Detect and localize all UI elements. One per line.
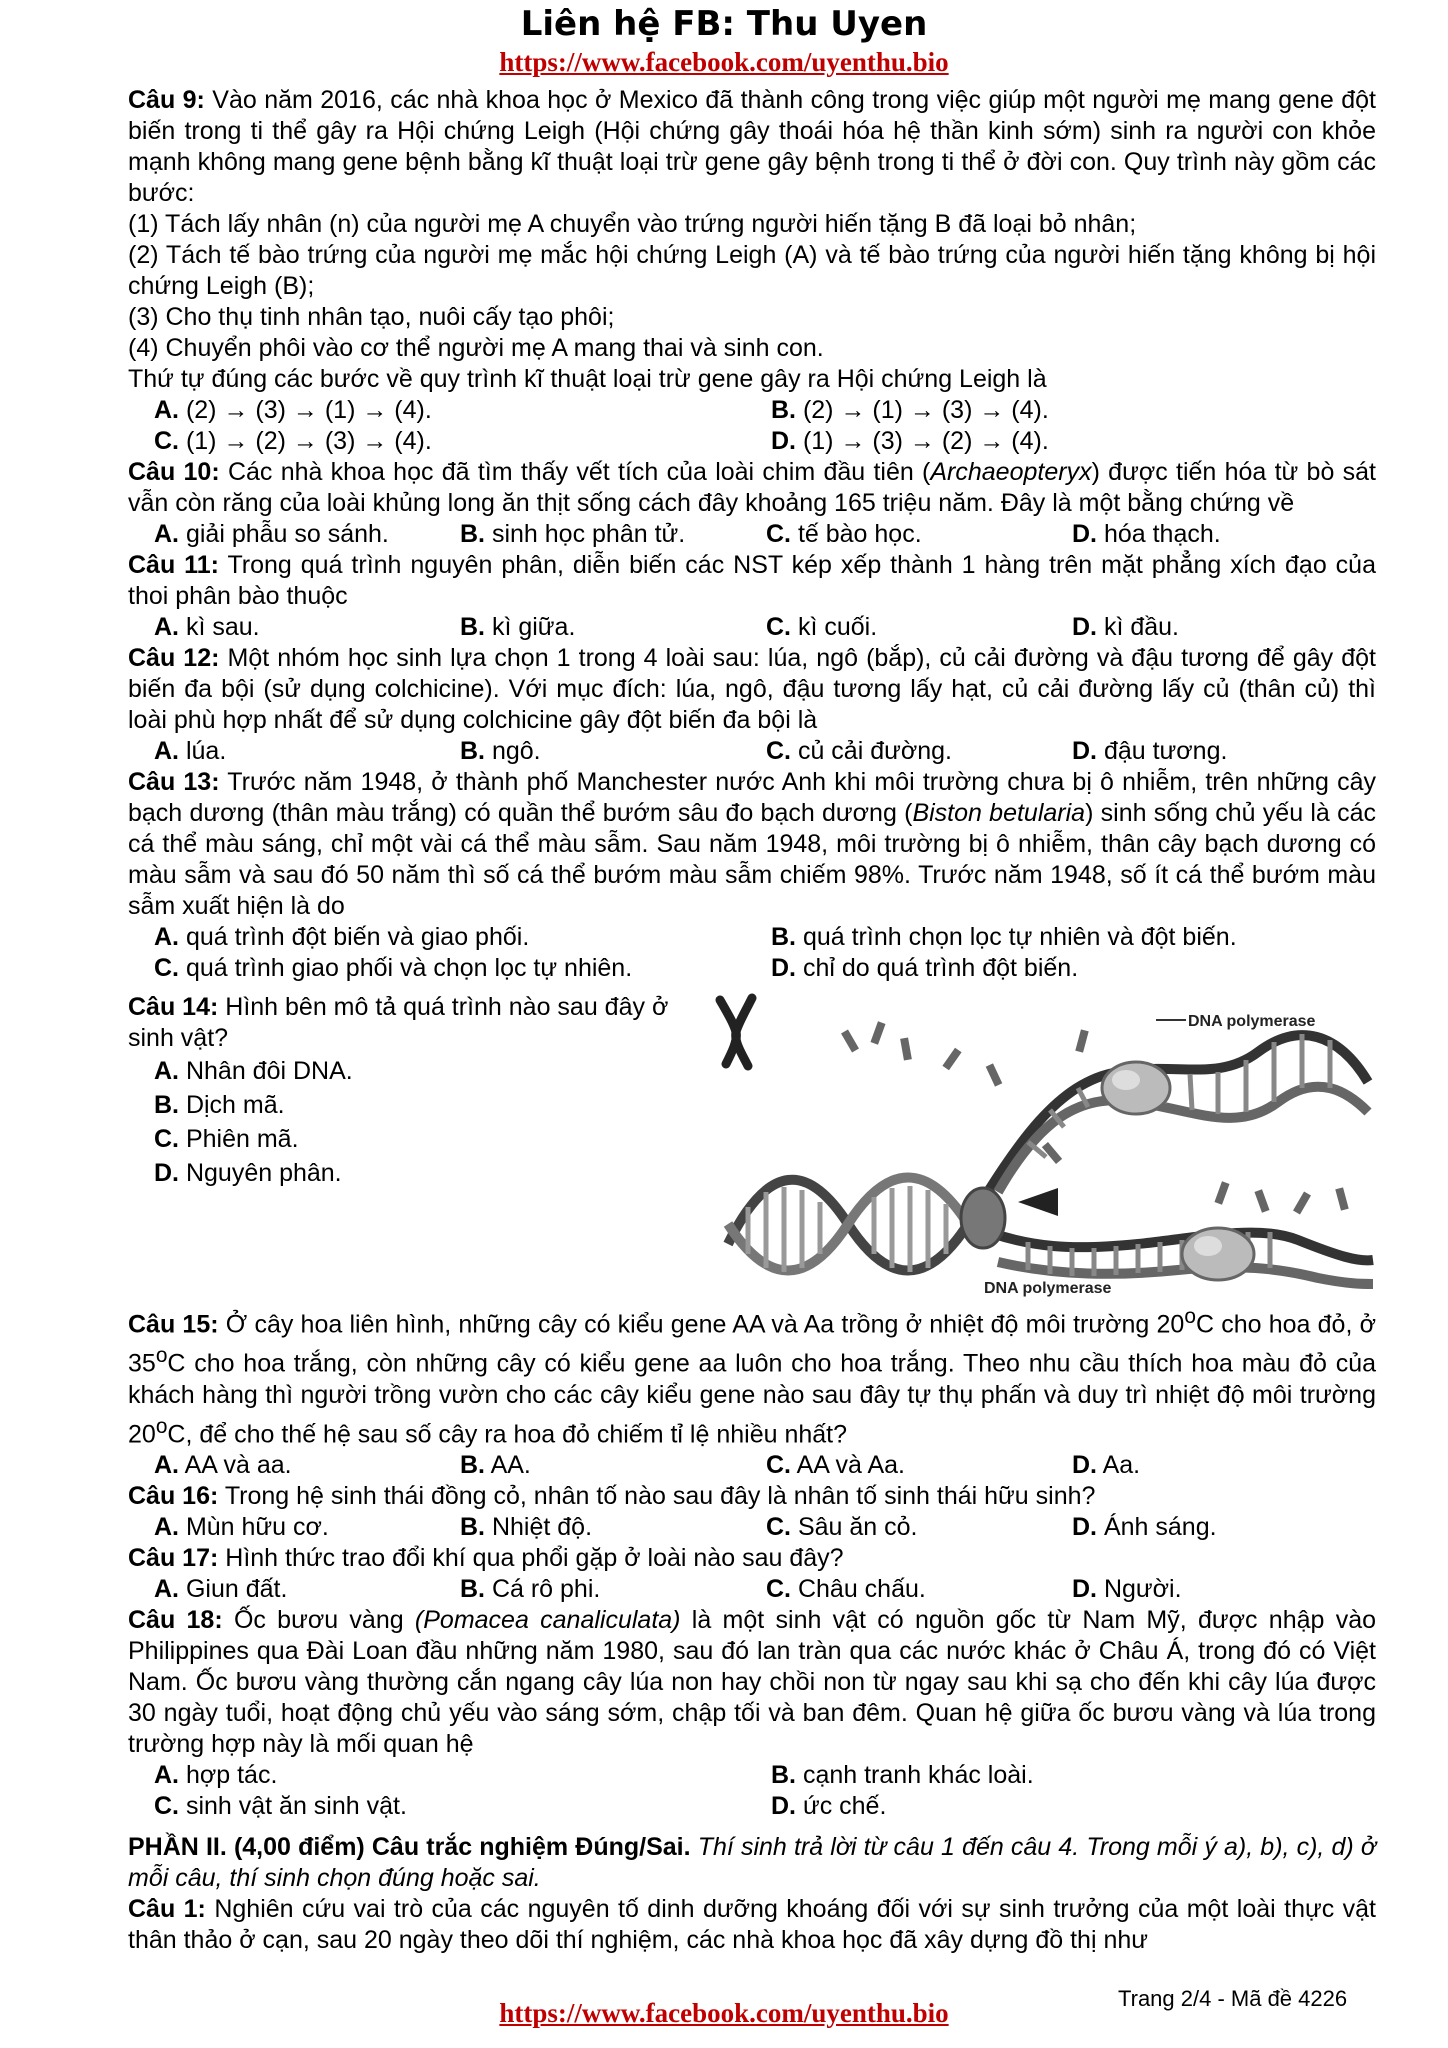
option-c[interactable]: C. quá trình giao phối và chọn lọc tự nhiên. bbox=[154, 954, 633, 982]
question-12 bbox=[128, 643, 1376, 767]
option-b[interactable]: B. Nhiệt độ. bbox=[460, 1512, 593, 1541]
dna-polymerase-label-top: DNA polymerase bbox=[1188, 1013, 1316, 1030]
options-row bbox=[128, 1512, 1376, 1543]
dna-polymerase-label-bottom: DNA polymerase bbox=[984, 1280, 1112, 1297]
option-a[interactable]: A. quá trình đột biến và giao phối. bbox=[154, 923, 530, 951]
footer-facebook-link[interactable]: https://www.facebook.com/uyenthu.bio bbox=[499, 1998, 949, 2028]
question-13-stem: Câu 13: Trước năm 1948, ở thành phố Manchester nước Anh khi môi trường chưa bị ô nhiễm, trên những cây bạch dương (thân màu trắng) có quần thể bướm sâu đo bạch dương (Biston betularia) sinh sống chủ yếu là các cá thể màu sáng, chỉ một vài cá thể màu sẫm. Sau năm 1948, môi trường bị ô nhiễm, thân cây bạch dương có màu sẫm và sau đó 50 năm thì số cá thể bướm màu sẫm chiếm 98%. Trước năm 1948, số ít cá thể bướm màu sẫm xuất hiện là do bbox=[128, 768, 1377, 920]
option-a[interactable]: A. hợp tác. bbox=[154, 1760, 278, 1789]
option-a[interactable]: A. giải phẫu so sánh. bbox=[154, 520, 389, 548]
options-row bbox=[128, 953, 1376, 984]
option-d[interactable]: D. chỉ do quá trình đột biến. bbox=[771, 954, 1079, 982]
options-row bbox=[128, 922, 1376, 953]
question-10-stem: Câu 10: Các nhà khoa học đã tìm thấy vết tích của loài chim đầu tiên (Archaeopteryx) được tiến hóa từ bò sát vẫn còn răng của loài khủng long ăn thịt sống cách đây khoảng 165 triệu năm. Đây là một bằng chứng về bbox=[128, 458, 1376, 517]
option-d[interactable]: D. ức chế. bbox=[771, 1791, 887, 1820]
question-9-stem: Câu 9: Vào năm 2016, các nhà khoa học ở Mexico đã thành công trong việc giúp một người mẹ mang gene đột biến trong ti thể gây ra Hội chứng Leigh (Hội chứng gây thoái hóa hệ thần kinh sớm) sinh ra người con khỏe mạnh không mang gene bệnh bằng kĩ thuật loại trừ gene gây bệnh trong ti thể ở đời con. Quy trình này gồm các bước: bbox=[128, 86, 1376, 207]
option-b[interactable]: B. (2) → (1) → (3) → (4). bbox=[771, 396, 1049, 424]
option-d[interactable]: D. đậu tương. bbox=[1072, 737, 1228, 765]
parent-dna-helix bbox=[728, 1178, 968, 1273]
question-17 bbox=[128, 1543, 1376, 1605]
step-3: (3) Cho thụ tinh nhân tạo, nuôi cấy tạo phôi; bbox=[128, 303, 615, 331]
option-a[interactable]: A. Giun đất. bbox=[154, 1574, 288, 1603]
option-d[interactable]: D. Ánh sáng. bbox=[1072, 1512, 1217, 1541]
part-2-question-1: Câu 1: Nghiên cứu vai trò của các nguyên tố dinh dưỡng khoáng đối với sự sinh trưởng của một loài thực vật thân thảo ở cạn, sau 20 ngày theo dõi thí nghiệm, các nhà khoa học đã xây dựng đồ thị như bbox=[128, 1894, 1376, 1954]
option-d[interactable]: D. Nguyên phân. bbox=[154, 1159, 342, 1187]
option-b[interactable]: B. cạnh tranh khác loài. bbox=[771, 1760, 1034, 1789]
part-2-heading: PHẦN II. (4,00 điểm) Câu trắc nghiệm Đúng/Sai. Thí sinh trả lời từ câu 1 đến câu 4. Trong mỗi ý a), b), c), d) ở mỗi câu, thí sinh chọn đúng hoặc sai. bbox=[128, 1832, 1376, 1892]
page-number: Trang 2/4 - Mã đề 4226 bbox=[1118, 1986, 1348, 2011]
question-label: Câu 9: bbox=[128, 86, 205, 114]
question-10 bbox=[128, 457, 1376, 550]
dna-replication-illustration bbox=[698, 992, 1376, 1299]
header-title: Liên hệ FB: Thu Uyen bbox=[520, 4, 928, 44]
question-12-stem: Câu 12: Một nhóm học sinh lựa chọn 1 trong 4 loài sau: lúa, ngô (bắp), củ cải đường và đậu tương để gây đột biến đa bội (sử dụng colchicine). Với mục đích: lúa, ngô, đậu tương lấy hạt, củ cải đường lấy củ (thân củ) thì loài phù hợp nhất để sử dụng colchicine gây đột biến đa bội là bbox=[128, 644, 1376, 734]
option-c[interactable]: C. (1) → (2) → (3) → (4). bbox=[154, 427, 432, 455]
options-row bbox=[128, 736, 1376, 767]
option-d[interactable]: D. Người. bbox=[1072, 1574, 1182, 1603]
option-d[interactable]: D. hóa thạch. bbox=[1072, 520, 1221, 548]
step-1: (1) Tách lấy nhân (n) của người mẹ A chuyển vào trứng người hiến tặng B đã loại bỏ nhân; bbox=[128, 210, 1137, 238]
option-d[interactable]: D. Aa. bbox=[1072, 1450, 1141, 1479]
option-b[interactable]: B. ngô. bbox=[460, 737, 541, 765]
option-c[interactable]: C. kì cuối. bbox=[766, 613, 878, 641]
question-18 bbox=[128, 1605, 1376, 1822]
option-a[interactable]: A. AA và aa. bbox=[154, 1450, 292, 1479]
options-row bbox=[128, 612, 1376, 643]
option-b[interactable]: B. sinh học phân tử. bbox=[460, 520, 686, 548]
question-18-stem: Câu 18: Ốc bươu vàng (Pomacea canaliculata) là một sinh vật có nguồn gốc từ Nam Mỹ, được nhập vào Philippines qua Đài Loan đầu những năm 1980, sau đó lan tràn qua các nước khác ở Châu Á, trong đó có Việt Nam. Ốc bươu vàng thường cắn ngang cây lúa non hay chồi non từ ngay sau khi sạ cho đến khi cây lúa được 30 ngày tuổi, hoạt động chủ yếu vào sáng sớm, chập tối và ban đêm. Quan hệ giữa ốc bươu vàng và lúa trong trường hợp này là mối quan hệ bbox=[128, 1605, 1377, 1758]
options-row bbox=[128, 426, 1376, 457]
dna-polymerase-top bbox=[1102, 1062, 1170, 1114]
step-2: (2) Tách tế bào trứng của người mẹ mắc hội chứng Leigh (A) và tế bào trứng của người hiến tặng không bị hội chứng Leigh (B); bbox=[128, 241, 1376, 300]
option-b[interactable]: B. Cá rô phi. bbox=[460, 1574, 601, 1603]
options-row bbox=[128, 1760, 1376, 1791]
option-a[interactable]: A. Nhân đôi DNA. bbox=[154, 1057, 353, 1085]
options-row bbox=[128, 519, 1376, 550]
option-c[interactable]: C. AA và Aa. bbox=[766, 1450, 905, 1479]
question-9 bbox=[128, 85, 1376, 457]
option-b[interactable]: B. AA. bbox=[460, 1450, 531, 1479]
question-16 bbox=[128, 1481, 1376, 1543]
option-c[interactable]: C. Sâu ăn cỏ. bbox=[766, 1512, 918, 1541]
option-c[interactable]: C. tế bào học. bbox=[766, 520, 922, 548]
question-15-stem: Câu 15: Ở cây hoa liên hình, những cây có kiểu gene AA và Aa trồng ở nhiệt độ môi trường 20$^o$C cho hoa đỏ, ở 35$^o$C cho hoa trắng, còn những cây có kiểu gene aa luôn cho hoa trắng. Theo nhu cầu thích hoa màu đỏ của khách hàng thì người trồng vườn cho các cây kiểu gene nào sau đây tự thụ phấn và duy trì nhiệt độ môi trường 20$^o$C, để cho thế hệ sau số cây ra hoa đỏ chiếm tỉ lệ nhiều nhất? bbox=[128, 1305, 1376, 1448]
option-c[interactable]: C. củ cải đường. bbox=[766, 737, 952, 765]
option-b[interactable]: B. quá trình chọn lọc tự nhiên và đột biến. bbox=[771, 923, 1237, 951]
question-13 bbox=[128, 767, 1376, 984]
question-14 bbox=[128, 992, 1376, 1299]
question-17-stem: Câu 17: Hình thức trao đổi khí qua phổi gặp ở loài nào sau đây? bbox=[128, 1543, 844, 1572]
dna-polymerase-bottom bbox=[1182, 1228, 1254, 1280]
question-15 bbox=[128, 1301, 1376, 1481]
question-11 bbox=[128, 550, 1376, 643]
question-16-stem: Câu 16: Trong hệ sinh thái đồng cỏ, nhân tố nào sau đây là nhân tố sinh thái hữu sinh? bbox=[128, 1481, 1096, 1510]
option-b[interactable]: B. Dịch mã. bbox=[154, 1091, 285, 1119]
options-row bbox=[128, 1574, 1376, 1605]
option-b[interactable]: B. kì giữa. bbox=[460, 613, 576, 641]
option-c[interactable]: C. sinh vật ăn sinh vật. bbox=[154, 1791, 407, 1820]
option-c[interactable]: C. Châu chấu. bbox=[766, 1574, 926, 1603]
step-4: (4) Chuyển phôi vào cơ thể người mẹ A mang thai và sinh con. bbox=[128, 334, 824, 362]
exam-content bbox=[128, 85, 1376, 1956]
chromosome-icon bbox=[720, 998, 752, 1066]
option-d[interactable]: D. kì đầu. bbox=[1072, 613, 1180, 641]
option-a[interactable]: A. kì sau. bbox=[154, 613, 260, 641]
option-a[interactable]: A. Mùn hữu cơ. bbox=[154, 1512, 329, 1541]
dna-replication-figure bbox=[698, 992, 1376, 1299]
option-d[interactable]: D. (1) → (3) → (2) → (4). bbox=[771, 427, 1049, 455]
options-row bbox=[128, 395, 1376, 426]
question-9-prompt: Thứ tự đúng các bước về quy trình kĩ thuật loại trừ gene gây ra Hội chứng Leigh là bbox=[128, 365, 1047, 393]
option-c[interactable]: C. Phiên mã. bbox=[154, 1125, 299, 1153]
header-facebook-link[interactable]: https://www.facebook.com/uyenthu.bio bbox=[499, 47, 949, 77]
question-14-stem: Câu 14: Hình bên mô tả quá trình nào sau đây ở sinh vật? bbox=[128, 993, 669, 1052]
question-14-text bbox=[128, 992, 698, 1299]
question-11-stem: Câu 11: Trong quá trình nguyên phân, diễn biến các NST kép xếp thành 1 hàng trên mặt phẳng xích đạo của thoi phân bào thuộc bbox=[128, 551, 1376, 610]
options-row bbox=[128, 1450, 1376, 1481]
lower-daughter-strand bbox=[968, 1224, 1373, 1284]
options-row bbox=[128, 1791, 1376, 1822]
option-a[interactable]: A. lúa. bbox=[154, 737, 227, 765]
option-a[interactable]: A. (2) → (3) → (1) → (4). bbox=[154, 396, 432, 424]
